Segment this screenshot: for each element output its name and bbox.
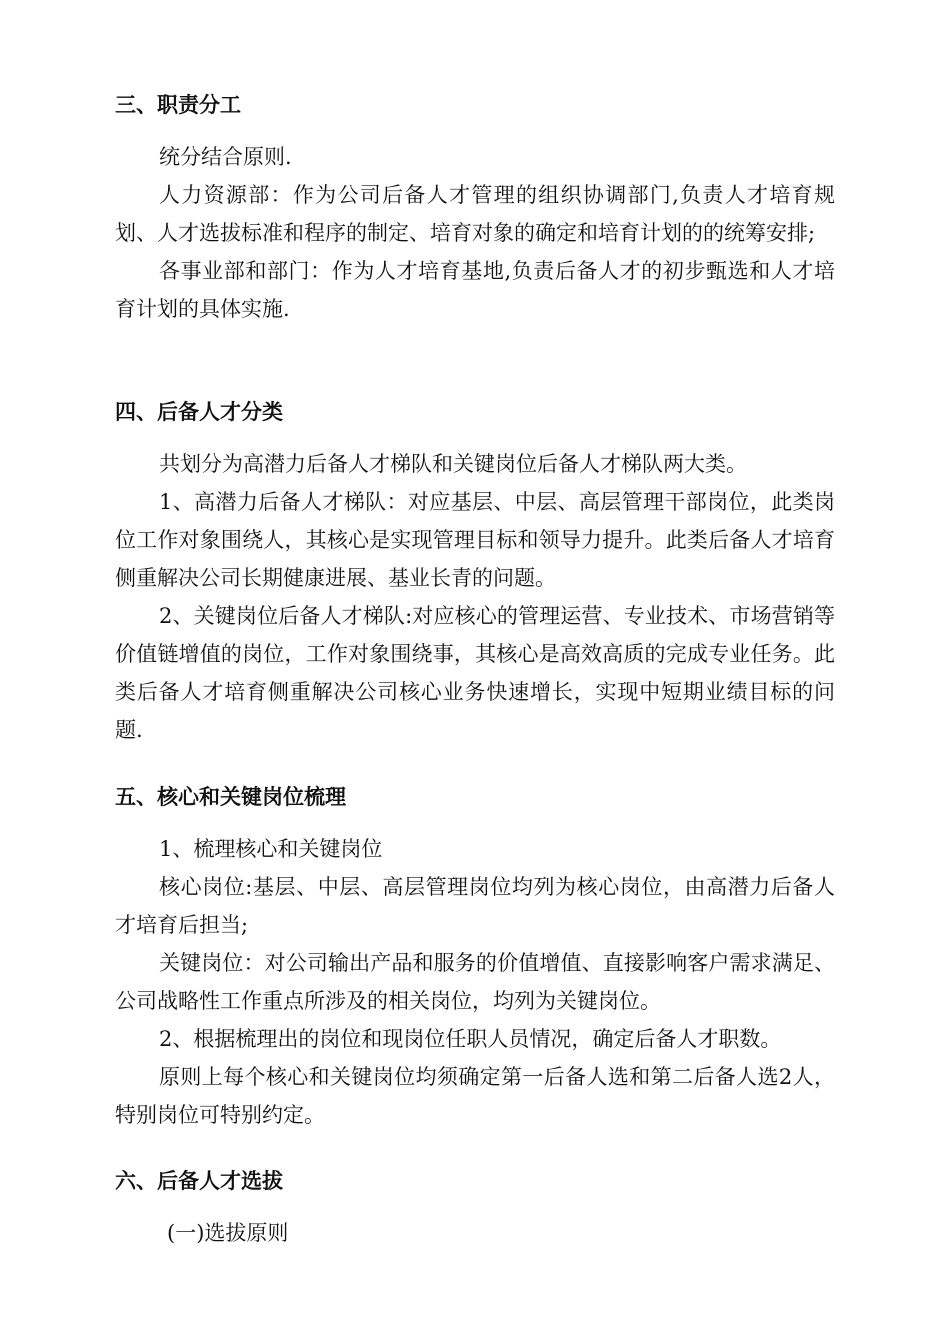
section-key-positions — [115, 778, 835, 1134]
paragraph: 核心岗位:基层、中层、高层管理岗位均列为核心岗位，由高潜力后备人才培育后担当; — [115, 875, 835, 937]
section-heading: 六、后备人才选拔 — [115, 1169, 283, 1193]
section-talent-categories — [115, 393, 835, 749]
section-heading: 四、后备人才分类 — [115, 400, 283, 424]
paragraph: 关键岗位：对公司输出产品和服务的价值增值、直接影响客户需求满足、公司战略性工作重点所涉及的相关岗位，均列为关键岗位。 — [115, 951, 835, 1013]
section-duties — [115, 86, 835, 328]
subheading: (一)选拔原则 — [167, 1221, 289, 1245]
paragraph: 1、梳理核心和关键岗位 — [159, 837, 383, 861]
paragraph: 1、高潜力后备人才梯队：对应基层、中层、高层管理干部岗位，此类岗位工作对象围绕人，其核心是实现管理目标和领导力提升。此类后备人才培育侧重解决公司长期健康进展、基业长青的问题。 — [115, 490, 835, 590]
paragraph: 2、根据梳理出的岗位和现岗位任职人员情况，确定后备人才职数。 — [159, 1027, 782, 1051]
paragraph: 2、关键岗位后备人才梯队:对应核心的管理运营、专业技术、市场营销等价值链增值的岗位，工作对象围绕事，其核心是高效高质的完成专业任务。此类后备人才培育侧重解决公司核心业务快速增长，实现中短期业绩目标的问题. — [115, 604, 835, 742]
paragraph: 人力资源部：作为公司后备人才管理的组织协调部门,负责人才培育规划、人才选拔标准和程序的制定、培育对象的确定和培育计划的的统筹安排; — [115, 183, 835, 245]
section-talent-selection — [115, 1162, 835, 1252]
paragraph: 原则上每个核心和关键岗位均须确定第一后备人选和第二后备人选2人，特别岗位可特别约定。 — [115, 1065, 835, 1127]
paragraph: 各事业部和部门：作为人才培育基地,负责后备人才的初步甄选和人才培育计划的具体实施. — [115, 259, 835, 321]
paragraph: 统分结合原则. — [159, 145, 292, 169]
section-heading: 三、职责分工 — [115, 93, 241, 117]
paragraph: 共划分为高潜力后备人才梯队和关键岗位后备人才梯队两大类。 — [159, 452, 747, 476]
section-heading: 五、核心和关键岗位梳理 — [115, 785, 346, 809]
